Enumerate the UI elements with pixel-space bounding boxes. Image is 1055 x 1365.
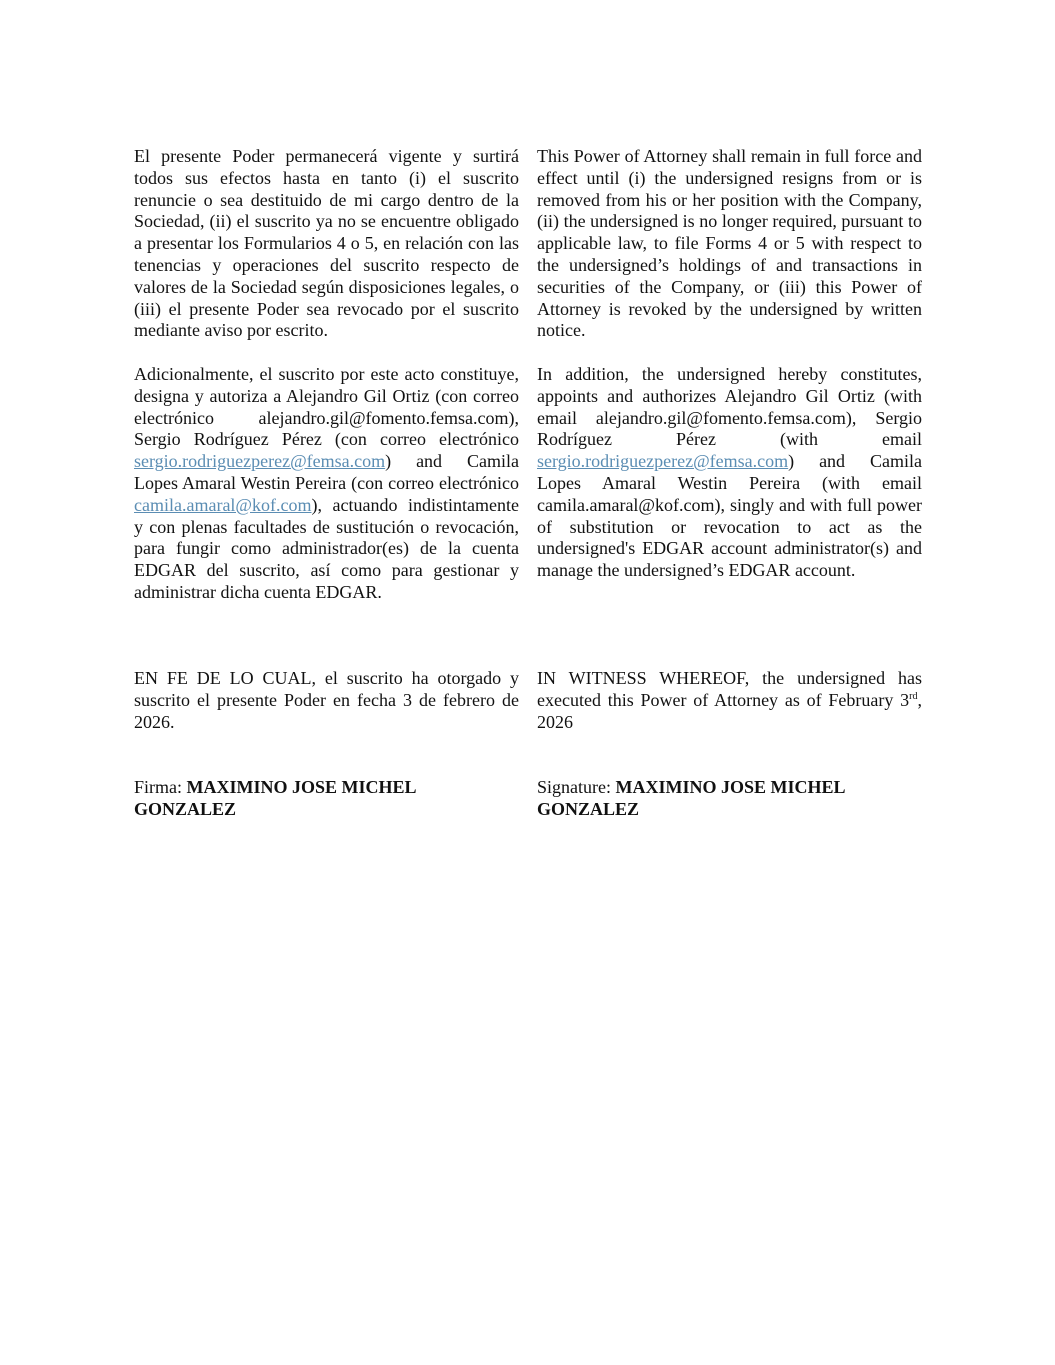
english-column	[537, 146, 922, 821]
es-edgar-text-c: ), actuando indistintamente y con plenas facultades de sustitución o revocación, para fungir como administrador(es) de la cuenta EDGAR del suscrito, así como para gestionar y administrar dicha cuenta EDGAR.	[134, 494, 519, 602]
es-signature-line	[134, 777, 519, 821]
en-signature-label: Signature:	[537, 777, 616, 797]
en-edgar-text-b: ) and Camila Lopes Amaral Westin Pereira (with email camila.amaral@kof.com), singly and with full power of substitution or revocation to act as the undersigned's EDGAR account administrator(s) and manage the undersigned’s EDGAR account.	[537, 451, 922, 581]
es-edgar-text-b: ) and Camila Lopes Amaral Westin Pereira (con correo electrónico	[134, 451, 519, 493]
es-edgar-admin-paragraph	[134, 364, 519, 668]
spanish-column	[134, 146, 519, 821]
en-validity-paragraph: This Power of Attorney shall remain in full force and effect until (i) the undersigned resigns from or is removed from his or her position with the Company, (ii) the undersigned is no longer required, pursuant to applicable law, to file Forms 4 or 5 with respect to the undersigned’s holdings of and transactions in securities of the Company, or (iii) this Power of Attorney is revoked by the undersigned by written notice.	[537, 146, 922, 341]
es-edgar-text-a: Adicionalmente, el suscrito por este acto constituye, designa y autoriza a Alejandro Gil Ortiz (con correo electrónico alejandro.gil@fomento.femsa.com), Sergio Rodríguez Pérez (con correo electrónico	[134, 364, 519, 450]
en-ordinal-suffix: rd	[909, 690, 918, 702]
en-edgar-text-a: In addition, the undersigned hereby constitutes, appoints and authorizes Alejandro Gil Ortiz (with email alejandro.gil@fomento.femsa.com), Sergio Rodríguez Pérez (with email	[537, 364, 922, 450]
en-edgar-admin-paragraph	[537, 364, 922, 668]
en-witness-text-b: , 2026	[537, 689, 922, 732]
es-validity-paragraph: El presente Poder permanecerá vigente y surtirá todos sus efectos hasta en tanto (i) el suscrito renuncie o sea destituido de mi cargo dentro de la Sociedad, (ii) el suscrito ya no se encuentre obligado a presentar los Formularios 4 o 5, en relación con las tenencias y operaciones del suscrito respecto de valores de la Sociedad según disposiciones legales, o (iii) el presente Poder sea revocado por el suscrito mediante aviso por escrito.	[134, 146, 519, 341]
es-sergio-email-link[interactable]: sergio.rodriguezperez@femsa.com	[134, 451, 386, 472]
en-signature-line	[537, 777, 922, 821]
es-witness-paragraph: EN FE DE LO CUAL, el suscrito ha otorgado y suscrito el presente Poder en fecha 3 de febrero de 2026.	[134, 668, 519, 732]
en-signatory-name: MAXIMINO JOSE MICHEL GONZALEZ	[537, 777, 845, 819]
en-sergio-email-link[interactable]: sergio.rodriguezperez@femsa.com	[537, 451, 789, 472]
en-witness-text-a: IN WITNESS WHEREOF, the undersigned has executed this Power of Attorney as of February 3	[537, 668, 922, 710]
es-camila-email-link[interactable]: camila.amaral@kof.com	[134, 494, 312, 515]
es-signatory-name: MAXIMINO JOSE MICHEL GONZALEZ	[134, 777, 416, 819]
en-witness-paragraph	[537, 668, 922, 777]
es-signature-label: Firma:	[134, 777, 187, 797]
